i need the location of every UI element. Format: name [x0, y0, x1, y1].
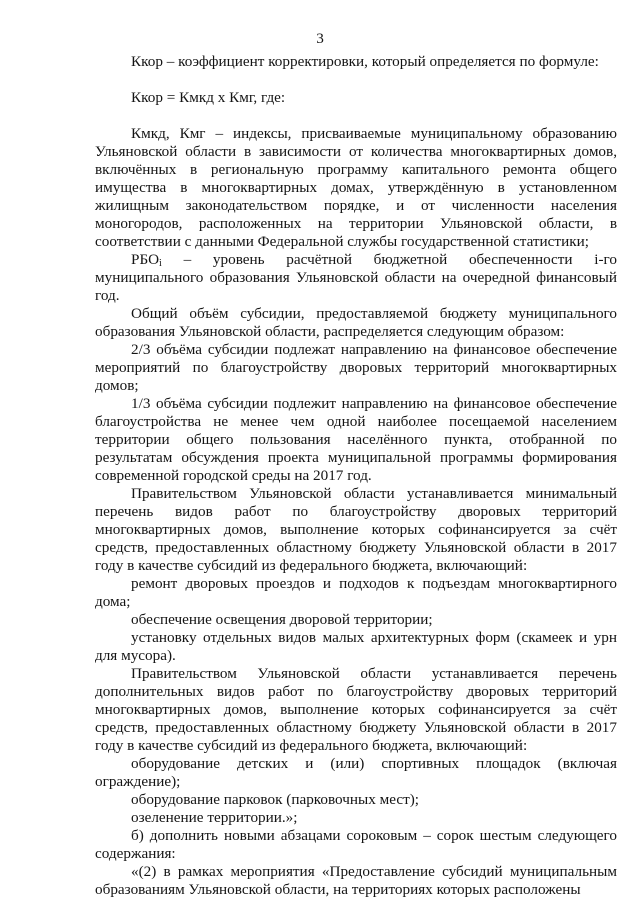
paragraph: «(2) в рамках мероприятия «Предоставление субсидий муниципальным образованиям Ульяновской области, на территориях которых расположены — [95, 863, 617, 898]
paragraph: 2/3 объёма субсидии подлежат направлению на финансовое обеспечение мероприятий по благоустройству дворовых территорий многоквартирных домов; — [95, 341, 617, 394]
page-number: 3 — [316, 30, 324, 47]
list-item: оборудование парковок (парковочных мест); — [131, 791, 420, 808]
list-item: оборудование детских и (или) спортивных площадок (включая ограждение); — [95, 755, 617, 790]
paragraph: б) дополнить новыми абзацами сороковым – сорок шестым следующего содержания: — [95, 827, 617, 862]
paragraph: Общий объём субсидии, предоставляемой бюджету муниципального образования Ульяновской области, распределяется следующим образом: — [95, 305, 617, 340]
paragraph: Ккор – коэффициент корректировки, который определяется по формуле: — [131, 53, 599, 70]
list-item: обеспечение освещения дворовой территории; — [131, 611, 433, 628]
paragraph: Кмкд, Кмг – индексы, присваиваемые муниципальному образованию Ульяновской области в зависимости от количества многоквартирных домов, включённых в региональную программу капитального ремонта общего имущества в многоквартирных домах, утверждённую в установленном жилищным законодательством порядке, и от численности населения моногородов, расположенных на территории Ульяновской области, в соответствии с данными Федеральной службы государственной статистики; — [95, 125, 617, 250]
list-item: ремонт дворовых проездов и подходов к подъездам многоквартирного дома; — [95, 575, 617, 610]
list-item: установку отдельных видов малых архитектурных форм (скамеек и урн для мусора). — [95, 629, 617, 664]
rbo-paragraph — [95, 251, 617, 305]
paragraph: Правительством Ульяновской области устанавливается перечень дополнительных видов работ по благоустройству дворовых территорий многоквартирных домов, выполнение которых софинансируется за счёт средств, предоставленных областному бюджету Ульяновской области в 2017 году в качестве субсидий из федерального бюджета, включающий: — [95, 665, 617, 754]
document-body — [95, 53, 617, 899]
rbo-definition: – уровень расчётной бюджетной обеспеченности i-го муниципального образования Ульяновской области на очередной финансовый год. — [95, 251, 618, 304]
list-item: озеленение территории.»; — [131, 809, 298, 826]
formula-paragraph: Ккор = Кмкд х Кмг, где: — [131, 89, 286, 106]
rbo-subscript: i — [159, 258, 162, 269]
paragraph: Правительством Ульяновской области устанавливается минимальный перечень видов работ по благоустройству дворовых территорий многоквартирных домов, выполнение которых софинансируется за счёт средств, предоставленных областному бюджету Ульяновской области в 2017 году в качестве субсидий из федерального бюджета, включающий: — [95, 485, 617, 574]
paragraph: 1/3 объёма субсидии подлежит направлению на финансовое обеспечение благоустройства не менее чем одной наиболее посещаемой населением территории общего пользования населённого пункта, отобранной по результатам обсуждения проекта муниципальной программы формирования современной городской среды на 2017 год. — [95, 395, 617, 484]
rbo-symbol: РБО — [131, 251, 160, 268]
